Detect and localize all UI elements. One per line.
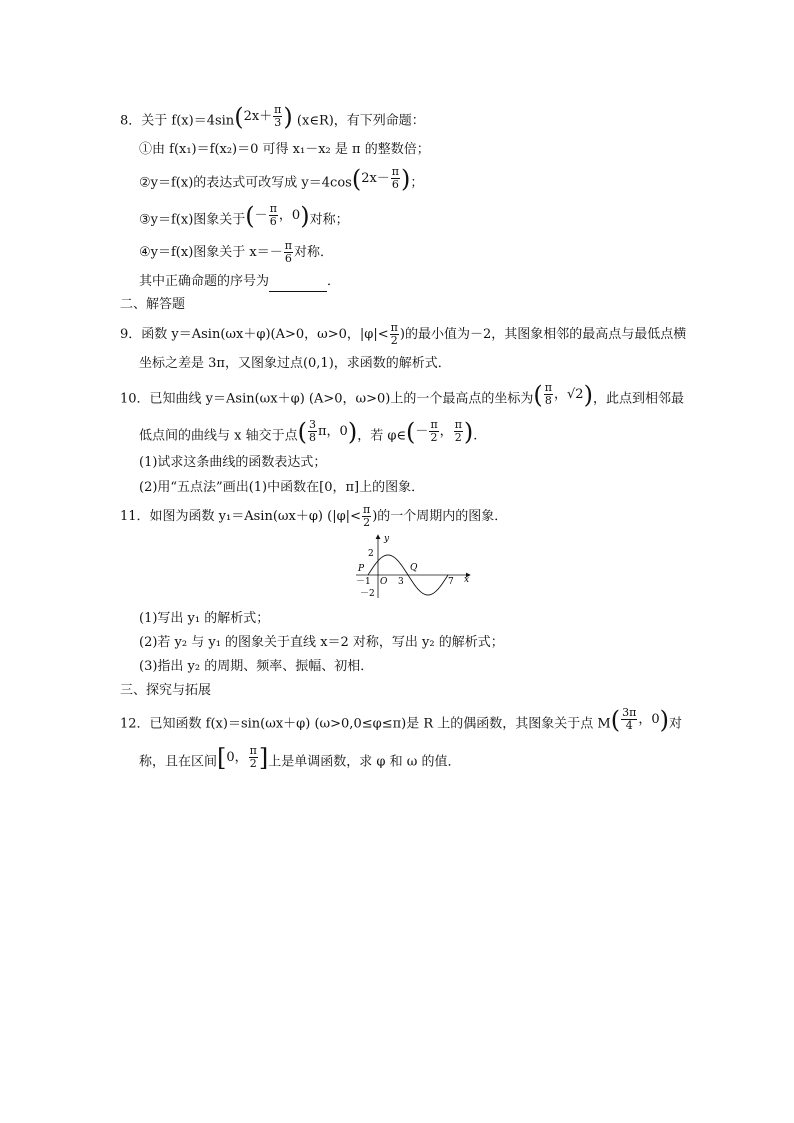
q8-p2-prefix: ②y＝f(x)的表达式可改写成 y＝4cos — [139, 175, 352, 191]
q10-point: ( $\frac{\pi}{8}$ ，√2 ) — [533, 380, 593, 409]
q10-line2-c: . — [473, 428, 478, 444]
q11-line1-a: 11．如图为函数 y₁＝Asin(ωx＋φ) (|φ|< — [120, 509, 361, 524]
q11-line1-b: )的一个周期内的图象． — [372, 509, 508, 524]
frac-den: 2 — [454, 431, 462, 444]
q9-line-1 — [120, 322, 686, 347]
frac-den: 6 — [269, 215, 277, 228]
label-y: y — [384, 534, 390, 544]
frac-den: 6 — [391, 178, 399, 191]
q8-argument: ( 2x＋ $\frac{\pi}{3}$ ) — [234, 102, 293, 131]
label-origin: O — [380, 577, 388, 587]
q12-interval-frac — [249, 745, 258, 770]
sine-graph-figure — [350, 532, 474, 602]
q10-xpoint: ( $\frac{3}{8}$ π，0 ) — [297, 417, 358, 446]
section-2-heading: 二、解答题 — [120, 297, 186, 312]
q9-line1-a: 9．函数 y＝Asin(ωx＋φ)(A>0，ω>0，|φ|< — [120, 327, 389, 342]
q10-point-frac — [544, 382, 553, 407]
q8-p2-frac — [391, 166, 400, 191]
q12-interval-start: 0， — [226, 749, 248, 765]
q10-line1-a: 10．已知曲线 y＝Asin(ωx＋φ) (A>0，ω>0)上的一个最高点的坐标为 — [120, 391, 534, 407]
label-3: 3 — [398, 577, 404, 587]
label-p: P — [358, 564, 365, 574]
q8-p3-prefix: ③y＝f(x)图象关于 — [139, 212, 246, 228]
frac-num: π — [390, 321, 398, 334]
q8-number: 8． — [120, 113, 142, 129]
frac-num: 3 — [308, 418, 316, 431]
q10-range-frac-1 — [429, 419, 438, 444]
q12-point-m: ( $\frac{3\pi}{4}$ ，0 ) — [610, 705, 669, 734]
answer-blank — [269, 277, 327, 292]
q12-line1-a: 12．已知函数 f(x)＝sin(ωx＋φ) (ω>0,0≤φ≤π)是 R 上的偶函数，其图象关于点 M — [120, 716, 611, 732]
frac-num: π — [430, 418, 438, 431]
q8-prop-3 — [139, 203, 349, 231]
q8-p3-frac — [269, 203, 278, 228]
q8-question — [139, 272, 340, 292]
q11-line-1 — [120, 504, 507, 529]
q10-range: ( － $\frac{\pi}{2}$ ， $\frac{\pi}{2}$ ) — [406, 417, 474, 446]
q10-line1-b: ，此点到相邻最 — [592, 391, 684, 407]
q8-p4-frac — [284, 240, 293, 265]
q10-range-sep: ， — [439, 423, 453, 439]
q11-sub-3: (3)指出 y₂ 的周期、频率、振幅、初相． — [139, 659, 374, 674]
label-7: 7 — [448, 577, 454, 587]
q8-ask-end: ． — [327, 274, 341, 289]
q12-line2-b: 上是单调函数，求 φ 和 ω 的值． — [268, 754, 461, 770]
q12-interval: [ 0， $\frac{\pi}{2}$ ] — [217, 743, 269, 772]
q10-line-2 — [139, 419, 477, 447]
q8-frac — [273, 104, 282, 129]
q8-suffix: (x∈R)，有下列命题： — [296, 113, 425, 129]
label-2: 2 — [368, 549, 374, 559]
q9-line1-b: )的最小值为－2，其图象相邻的最高点与最低点横 — [399, 327, 687, 342]
frac-den: 2 — [249, 757, 257, 770]
q10-range-sign: － — [415, 423, 429, 439]
q8-p4-suffix: 对称． — [293, 245, 333, 260]
frac-den: 6 — [284, 252, 292, 265]
frac-num: 3π — [622, 706, 637, 719]
label-q: Q — [410, 563, 418, 573]
label-minus-2: －2 — [360, 589, 375, 599]
q10-point-tail: ，√2 — [554, 386, 584, 402]
frac-den: 3 — [274, 116, 282, 129]
q8-arg-text: 2x＋ — [243, 108, 273, 124]
q12-line-2 — [139, 745, 461, 773]
frac-den: 4 — [625, 719, 633, 732]
q8-p4-prefix: ④y＝f(x)图象关于 x＝－ — [139, 245, 283, 260]
q12-m-frac — [621, 707, 637, 732]
q10-xpoint-tail: π，0 — [317, 423, 348, 439]
q8-prop-2 — [139, 166, 423, 194]
q11-sub-2: (2)若 y₂ 与 y₁ 的图象关于直线 x＝2 对称，写出 y₂ 的解析式； — [139, 635, 504, 650]
q9-frac — [390, 322, 399, 347]
section-3-heading: 三、探究与拓展 — [120, 683, 212, 698]
q10-line2-b: ，若 φ∈ — [357, 428, 407, 444]
frac-num: π — [362, 503, 371, 516]
frac-den: 2 — [390, 334, 398, 347]
frac-num: π — [274, 103, 282, 116]
frac-num: π — [284, 239, 292, 252]
q8-p3-tail: ，0 — [278, 207, 301, 223]
q12-line1-b: 对 — [668, 716, 682, 732]
q8-p2-arg-text: 2x－ — [361, 170, 390, 186]
q8-prefix: 关于 f(x)＝4sin — [141, 113, 235, 129]
frac-num: π — [249, 744, 257, 757]
frac-den: 8 — [544, 394, 552, 407]
q8-ask: 其中正确命题的序号为 — [139, 274, 270, 289]
frac-num: π — [391, 165, 400, 178]
q10-sub-2: (2)用“五点法”画出(1)中函数在[0，π]上的图象． — [139, 480, 425, 495]
q8-prop-1: ①由 f(x₁)＝f(x₂)＝0 可得 x₁－x₂ 是 π 的整数倍； — [139, 142, 430, 157]
q12-line-1 — [120, 707, 682, 735]
q9-line-2: 坐标之差是 3π，又图象过点(0,1)，求函数的解析式． — [139, 356, 451, 371]
q11-sub-1: (1)写出 y₁ 的解析式； — [139, 611, 270, 626]
label-minus-1: －1 — [356, 577, 371, 587]
q8-p3-point: ( － $\frac{\pi}{6}$ ，0 ) — [245, 201, 310, 230]
q10-xpoint-frac — [308, 419, 317, 444]
q11-frac — [362, 504, 371, 529]
q8-prop-4 — [139, 240, 333, 265]
q12-line2-a: 称，且在区间 — [139, 754, 218, 770]
frac-den: 8 — [308, 431, 316, 444]
q8-p3-sign: － — [254, 207, 268, 223]
q10-line2-a: 低点间的曲线与 x 轴交于点 — [139, 428, 298, 444]
frac-num: π — [544, 381, 552, 394]
label-x: x — [464, 575, 470, 585]
frac-num: π — [454, 418, 462, 431]
frac-den: 2 — [430, 431, 438, 444]
q12-m-tail: ，0 — [638, 711, 660, 727]
q8-stem — [120, 104, 425, 132]
q10-line-1 — [120, 382, 684, 410]
q8-p2-arg: ( 2x－ $\frac{\pi}{6}$ ) — [351, 164, 411, 193]
q8-p3-suffix: 对称； — [309, 212, 349, 228]
q8-p2-suffix: ； — [410, 175, 424, 191]
frac-num: π — [269, 202, 277, 215]
q10-sub-1: (1)试求这条曲线的函数表达式； — [139, 455, 327, 470]
q10-range-frac-2 — [454, 419, 463, 444]
frac-den: 2 — [363, 516, 371, 529]
